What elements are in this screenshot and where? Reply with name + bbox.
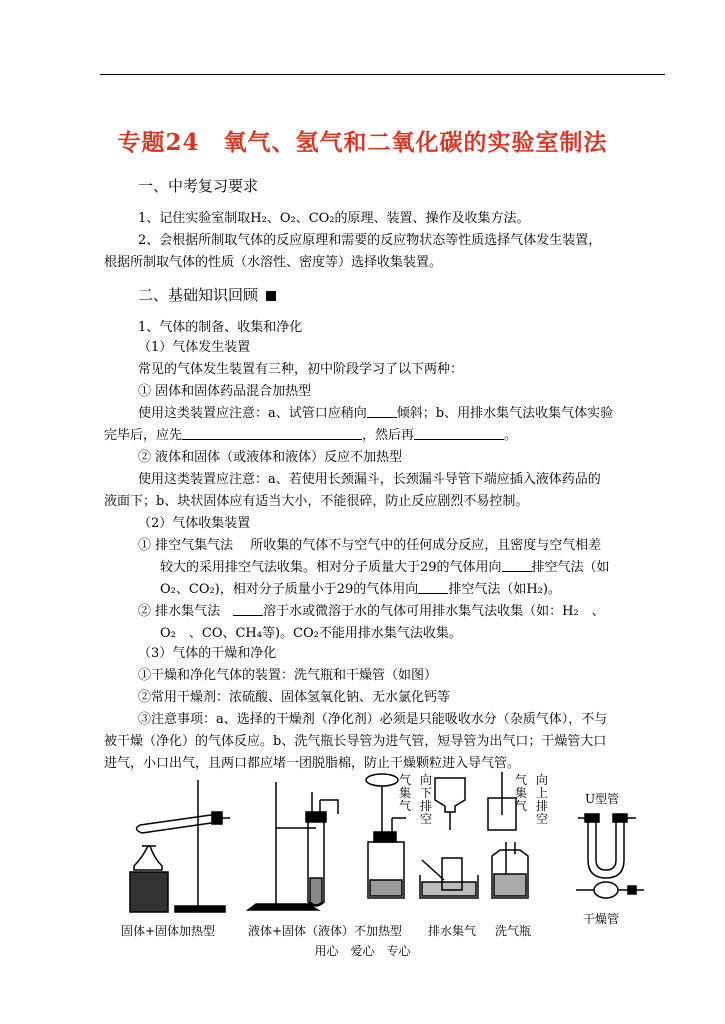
text-line: 进气，小口出气，且两口都应堵一团脱脂棉，防止干燥颗粒进入导气管。	[104, 756, 521, 771]
figure-caption-1: 固体+固体加热型	[121, 924, 216, 938]
text-line: ② 液体和固体（或液体和液体）反应不加热型	[138, 450, 403, 465]
solid-heating-apparatus-diagram	[120, 770, 230, 915]
fill-blank	[182, 438, 362, 440]
text-line: O₂、CO₂)，相对分子质量小于29的气体用向 排空气法（如H₂)。	[160, 582, 561, 597]
gas-collect-label: 气集气	[514, 773, 527, 813]
upward-displacement-label: 向上排空	[535, 773, 548, 826]
text-line: 较大的采用排空气法收集。相对分子质量大于29的气体用向 排空气法（如	[160, 560, 610, 575]
page-title: 专题24 氧气、氢气和二氧化碳的实验室制法	[117, 129, 608, 156]
section2-heading: 二、基础知识回顾	[138, 284, 276, 305]
figure-caption-4: 洗气瓶	[495, 924, 532, 938]
text-line: 常见的气体发生装置有三种，初中阶段学习了以下两种：	[138, 362, 464, 377]
drying-tube-label: 干燥管	[583, 912, 620, 926]
text-line: 完毕后，应先 ，然后再 。	[104, 428, 518, 443]
req-item-2-cont: 根据所制取气体的性质（水溶性、密度等）选择收集装置。	[104, 255, 443, 270]
fill-blank	[367, 416, 397, 418]
req-item-2: 2、会根据所制取气体的反应原理和需要的反应物状态等性质选择气体发生装置，	[138, 233, 602, 248]
u-tube-label: U型管	[585, 792, 620, 806]
fill-blank	[414, 438, 504, 440]
text-line: ①干燥和净化气体的装置：洗气瓶和干燥管（如图）	[138, 668, 438, 683]
req-item-1: 1、记住实验室制取H₂、O₂、CO₂的原理、装置、操作及收集方法。	[138, 211, 530, 226]
text-line: ① 排空气集气法 所收集的气体不与空气中的任何成分反应，且密度与空气相差	[138, 538, 602, 553]
gas-collect-label: 气集气	[398, 773, 411, 813]
text-line: 1、气体的制备、收集和净化	[138, 320, 303, 335]
text-line: 液面下；b、块状固体应有适当大小，不能很碎，防止反应剧烈不易控制。	[104, 494, 529, 509]
u-tube-drying-tube-diagram	[572, 808, 652, 908]
text-line: ② 排水集气法 溶于水或微溶于水的气体可用排水集气法收集（如：H₂ 、	[138, 604, 605, 619]
square-bullet-icon	[266, 291, 276, 301]
text-line: 使用这类装置应注意：a、若使用长颈漏斗，长颈漏斗导管下端应插入液体药品的	[138, 472, 601, 487]
text-line: 被干燥（净化）的气体反应。b、洗气瓶长导管为进气管，短导管为出气口；干燥管大口	[104, 734, 607, 749]
liquid-solid-apparatus-diagram	[238, 780, 343, 920]
text-line: ③注意事项：a、选择的干燥剂（净化剂）必须是只能吸收水分（杂质气体），不与	[138, 712, 608, 727]
text-line: ① 固体和固体药品混合加热型	[138, 384, 312, 399]
header-rule	[100, 74, 665, 75]
downward-displacement-label: 向下排空	[419, 773, 432, 826]
text-line: （3）气体的干燥和净化	[138, 646, 277, 661]
figure-caption-2: 液体+固体（液体）不加热型	[248, 924, 403, 938]
fill-blank	[502, 570, 532, 572]
text-line: O₂ 、CO、CH₄等)。CO₂不能用排水集气法收集。	[160, 626, 462, 641]
fill-blank	[418, 592, 448, 594]
fill-blank	[233, 614, 263, 616]
figure-caption-3: 排水集气	[428, 924, 477, 938]
gas-collection-apparatus-diagram	[360, 770, 560, 920]
text-line: ②常用干燥剂：浓硫酸、固体氢氧化钠、无水氯化钙等	[138, 690, 451, 705]
text-line: 使用这类装置应注意：a、试管口应稍向 倾斜；b、用排水集气法收集气体实验	[138, 406, 614, 421]
section1-heading: 一、中考复习要求	[138, 177, 259, 195]
text-line: （2）气体收集装置	[138, 516, 251, 531]
text-line: （1）气体发生装置	[138, 340, 251, 355]
page-footer: 用心 爱心 专心	[314, 944, 411, 958]
